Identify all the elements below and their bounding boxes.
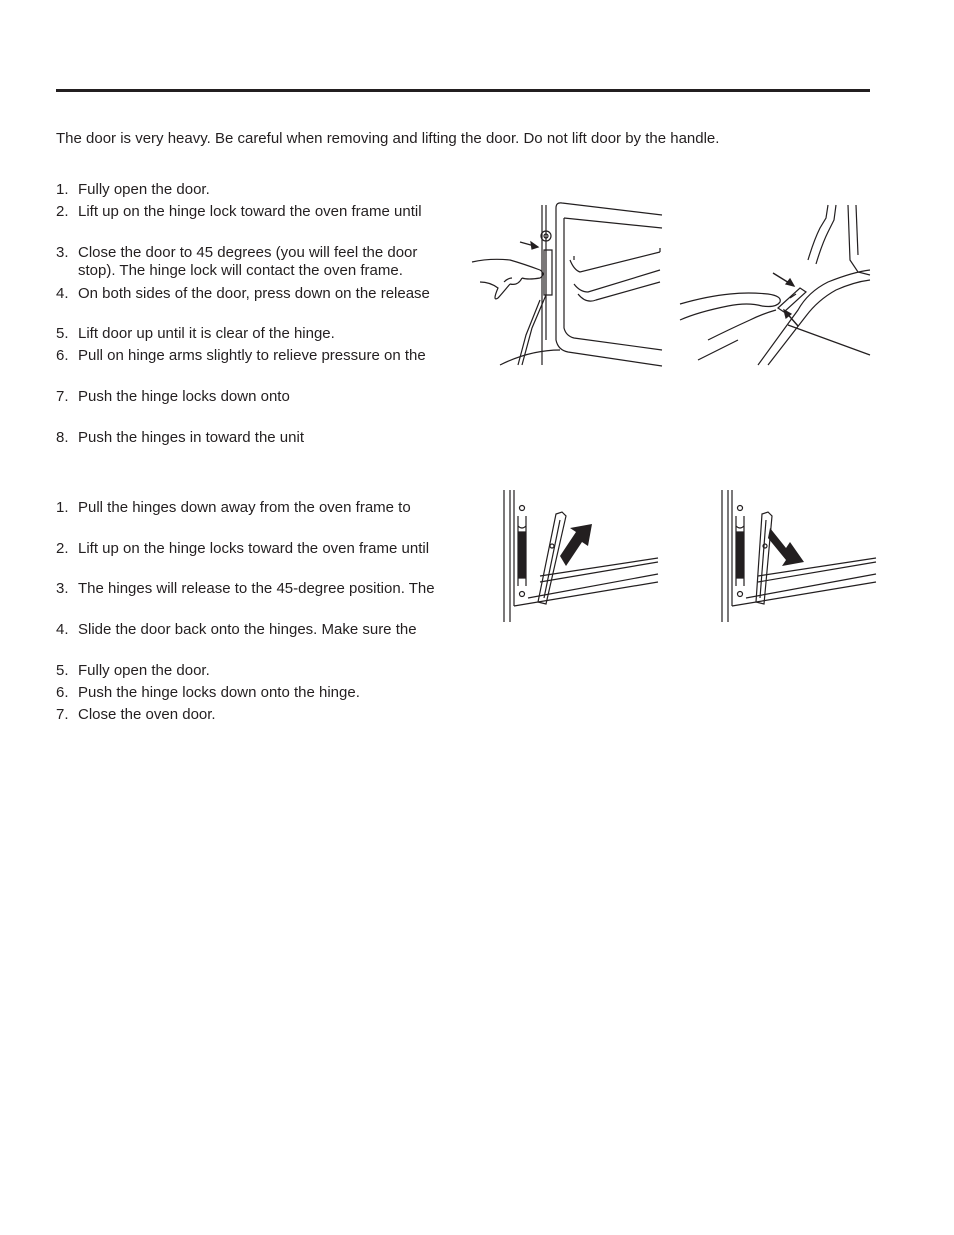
removal-step-5: 5. Lift door up until it is clear of the hinge. — [56, 325, 335, 342]
warning-text: The door is very heavy. Be careful when removing and lifting the door. Do not lift door by the handle. — [56, 130, 720, 147]
replace-step-4: 4. Slide the door back onto the hinges. Make sure the — [56, 621, 417, 638]
removal-step-4: 4. On both sides of the door, press down on the release — [56, 285, 430, 302]
replace-step-7: 7. Close the oven door. — [56, 706, 216, 723]
replace-step-6: 6. Push the hinge locks down onto the hinge. — [56, 684, 360, 701]
removal-step-1: 1. Fully open the door. — [56, 181, 210, 198]
hinge-lock-illustration — [470, 200, 665, 368]
removal-step-7: 7. Push the hinge locks down onto — [56, 388, 290, 405]
hinge-push-down-illustration — [718, 486, 878, 624]
replacement-steps-list — [56, 499, 476, 739]
removal-step-3: 3. Close the door to 45 degrees (you will feel the door stop). The hinge lock will contact the oven frame. — [56, 244, 418, 279]
replace-step-5: 5. Fully open the door. — [56, 662, 210, 679]
release-press-illustration — [678, 200, 873, 368]
removal-steps-list — [56, 181, 476, 461]
removal-step-3-continued: stop). The hinge lock will contact the oven frame. — [78, 262, 403, 279]
replace-step-3: 3. The hinges will release to the 45-degree position. The — [56, 580, 435, 597]
hinge-pull-up-illustration — [500, 486, 660, 624]
removal-step-8: 8. Push the hinges in toward the unit — [56, 429, 304, 446]
removal-step-6: 6. Pull on hinge arms slightly to relieve pressure on the — [56, 347, 426, 364]
removal-step-2: 2. Lift up on the hinge lock toward the oven frame until — [56, 203, 422, 220]
replace-step-2: 2. Lift up on the hinge locks toward the oven frame until — [56, 540, 430, 557]
header-rule — [56, 89, 870, 92]
replace-step-1: 1. Pull the hinges down away from the oven frame to — [56, 499, 411, 516]
